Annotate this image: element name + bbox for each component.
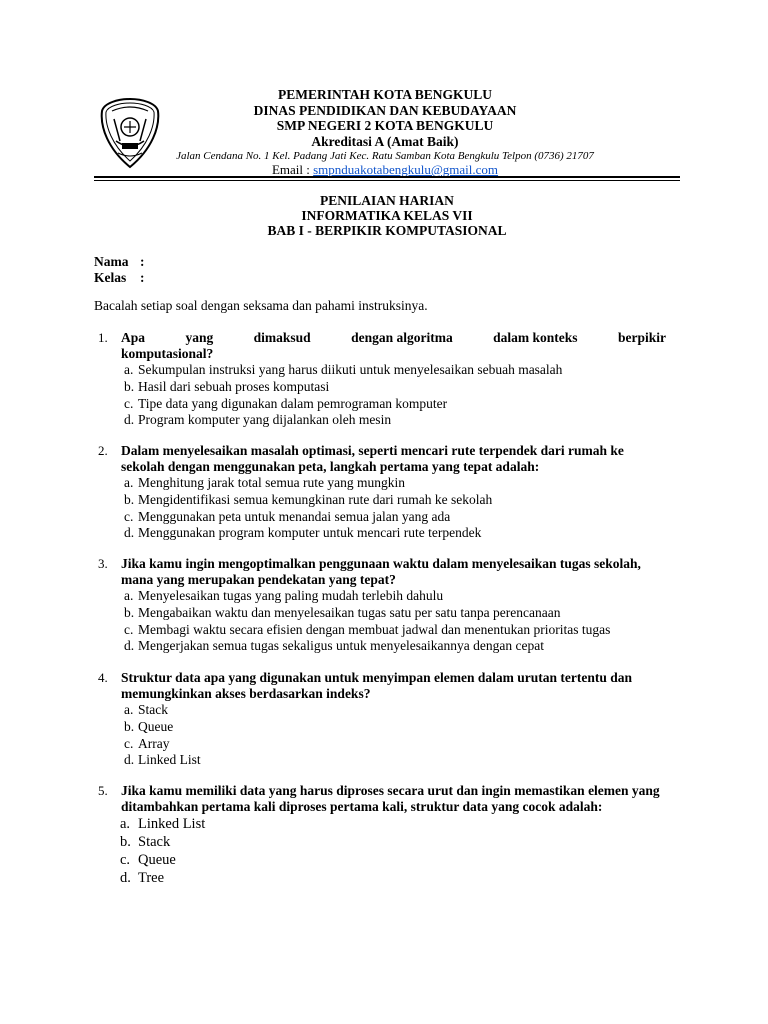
question-text-line-2: komputasional? <box>121 345 214 361</box>
option-text: Menggunakan program komputer untuk mencari rute terpendek <box>138 525 482 541</box>
answer-options <box>120 815 666 887</box>
question-number: 1. <box>98 330 108 345</box>
header-divider <box>94 176 680 181</box>
option-text: Program komputer yang dijalankan oleh mesin <box>138 412 392 428</box>
question-4 <box>94 670 666 769</box>
exam-title-line-3: BAB I - BERPIKIR KOMPUTASIONAL <box>267 223 507 238</box>
option-text: Menghitung jarak total semua rute yang mungkin <box>138 475 405 490</box>
question-word: berpikir <box>617 330 666 345</box>
option-letter: d. <box>124 525 135 541</box>
option-letter: d. <box>120 870 131 886</box>
option-b <box>120 833 666 851</box>
option-letter: a. <box>124 702 134 717</box>
question-5 <box>94 783 666 887</box>
option-c <box>120 851 666 869</box>
name-colon: : <box>140 254 145 269</box>
option-text: Membagi waktu secara efisien dengan membuat jadwal dan menentukan prioritas tugas <box>138 621 611 637</box>
government-name: PEMERINTAH KOTA BENGKULU <box>277 87 493 102</box>
exam-title-line-1: PENILAIAN HARIAN <box>320 193 454 208</box>
option-c <box>124 736 666 753</box>
question-3 <box>94 556 666 655</box>
option-letter: b. <box>120 834 131 850</box>
question-1 <box>94 330 666 429</box>
option-text: Tree <box>138 870 165 886</box>
question-number: 4. <box>98 670 108 685</box>
email-link[interactable]: smpnduakotabengkulu@gmail.com <box>313 162 499 177</box>
question-word: Apa <box>121 330 146 345</box>
question-2 <box>94 443 666 542</box>
option-a <box>124 702 666 719</box>
question-number: 2. <box>98 443 108 458</box>
option-letter: b. <box>124 604 135 620</box>
option-d <box>124 638 666 655</box>
question-text: Jika kamu ingin mengoptimalkan penggunaan waktu dalam menyelesaikan tugas sekolah, mana yang merupakan pendekatan yang tepat? <box>121 556 641 587</box>
option-text: Linked List <box>138 816 206 832</box>
option-text: Mengidentifikasi semua kemungkinan rute dari rumah ke sekolah <box>138 491 493 507</box>
question-word: yang <box>185 330 214 345</box>
option-d <box>124 752 666 769</box>
option-a <box>124 475 666 492</box>
student-identity <box>94 254 145 286</box>
email-label: Email : <box>271 162 314 177</box>
option-b <box>124 492 666 509</box>
option-text: Tipe data yang digunakan dalam pemrograman komputer <box>138 395 448 411</box>
option-b <box>124 719 666 736</box>
option-d <box>120 869 666 887</box>
option-letter: c. <box>124 395 134 411</box>
option-letter: c. <box>120 852 131 868</box>
option-text: Stack <box>138 702 168 717</box>
option-text: Queue <box>138 852 176 868</box>
instruction-text: Bacalah setiap soal dengan seksama dan pahami instruksinya. <box>94 298 428 313</box>
school-name: SMP NEGERI 2 KOTA BENGKULU <box>276 118 494 133</box>
question-text: Struktur data apa yang digunakan untuk menyimpan elemen dalam urutan tertentu dan memungkinkan akses berdasarkan indeks? <box>121 670 632 701</box>
option-text: Mengerjakan semua tugas sekaligus untuk menyelesaikannya dengan cepat <box>138 638 544 654</box>
option-letter: d. <box>124 412 135 428</box>
option-text: Array <box>138 735 170 751</box>
option-letter: c. <box>124 735 134 751</box>
option-text: Linked List <box>138 752 201 768</box>
option-text: Menyelesaikan tugas yang paling mudah terlebih dahulu <box>138 588 444 603</box>
option-letter: b. <box>124 718 135 734</box>
question-word: dengan algoritma <box>351 330 453 345</box>
option-letter: c. <box>124 621 134 637</box>
exam-title <box>94 193 680 238</box>
option-c <box>124 509 666 526</box>
school-address: Jalan Cendana No. 1 Kel. Padang Jati Kec. Ratu Samban Kota Bengkulu Telpon (0736) 21707 <box>176 150 594 162</box>
option-letter: c. <box>124 508 134 524</box>
exam-title-line-2: INFORMATIKA KELAS VII <box>301 208 473 223</box>
option-d <box>124 525 666 542</box>
question-text: Dalam menyelesaikan masalah optimasi, seperti mencari rute terpendek dari rumah ke sekolah dengan menggunakan peta, langkah pertama yang tepat adalah: <box>121 443 624 474</box>
option-letter: a. <box>124 588 134 603</box>
option-letter: b. <box>124 491 135 507</box>
option-a <box>124 362 666 379</box>
option-text: Sekumpulan instruksi yang harus diikuti untuk menyelesaikan sebuah masalah <box>138 362 563 377</box>
option-b <box>124 379 666 396</box>
option-b <box>124 605 666 622</box>
option-c <box>124 622 666 639</box>
question-word: dimaksud <box>253 330 311 345</box>
option-d <box>124 412 666 429</box>
option-letter: d. <box>124 638 135 654</box>
email-line <box>130 163 640 177</box>
accreditation: Akreditasi A (Amat Baik) <box>311 133 459 149</box>
question-text-line-1 <box>121 330 666 346</box>
question-number: 5. <box>98 783 108 798</box>
option-letter: d. <box>124 752 135 768</box>
option-c <box>124 396 666 413</box>
option-text: Hasil dari sebuah proses komputasi <box>138 378 330 394</box>
option-text: Stack <box>138 834 171 850</box>
option-text: Menggunakan peta untuk menandai semua jalan yang ada <box>138 508 451 524</box>
option-letter: a. <box>124 475 134 490</box>
question-number: 3. <box>98 556 108 571</box>
class-label: Kelas <box>94 270 127 285</box>
name-label: Nama <box>94 254 129 269</box>
option-a <box>120 815 666 833</box>
name-row <box>94 254 145 270</box>
question-text: Jika kamu memiliki data yang harus diproses secara urut dan ingin memastikan elemen yang ditambahkan pertama kali diproses pertama kali, struktur data yang cocok adalah: <box>121 783 660 814</box>
department-name: DINAS PENDIDIKAN DAN KEBUDAYAAN <box>253 102 517 118</box>
option-letter: a. <box>120 816 131 832</box>
answer-options <box>124 588 666 655</box>
option-letter: b. <box>124 378 135 394</box>
class-colon: : <box>140 270 145 285</box>
answer-options <box>124 362 666 429</box>
option-text: Mengabaikan waktu dan menyelesaikan tugas satu per satu tanpa perencanaan <box>138 604 561 620</box>
class-row <box>94 270 145 286</box>
answer-options <box>124 475 666 542</box>
option-letter: a. <box>124 362 134 377</box>
answer-options <box>124 702 666 769</box>
option-text: Queue <box>138 718 174 734</box>
question-word: dalam konteks <box>493 330 578 345</box>
letterhead <box>130 87 640 177</box>
option-a <box>124 588 666 605</box>
